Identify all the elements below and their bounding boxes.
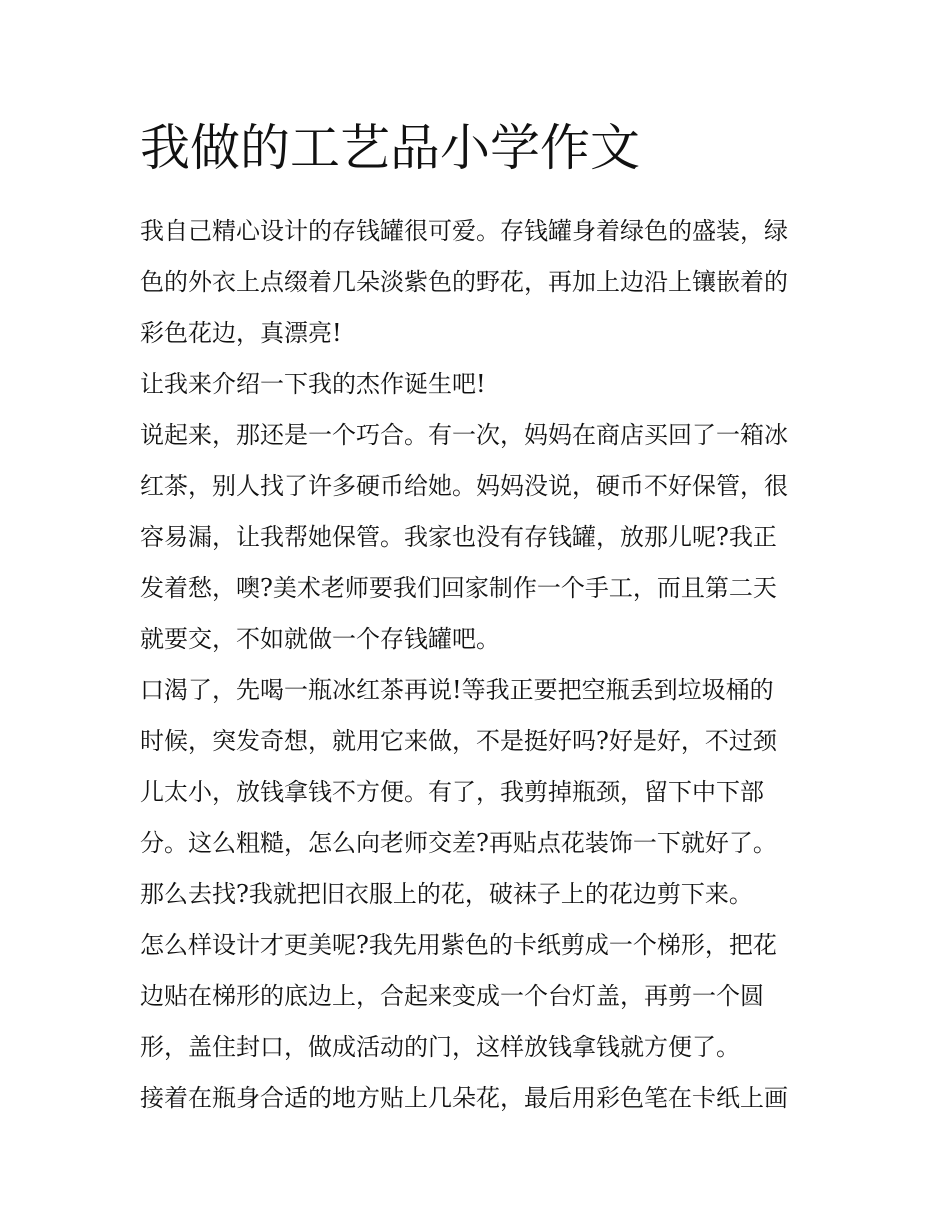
- text-line: 让我来介绍一下我的杰作诞生吧!: [140, 370, 486, 398]
- paragraph-4: [140, 665, 816, 920]
- text-line: 容易漏，让我帮她保管。我家也没有存钱罐，放那儿呢?我正: [140, 523, 777, 551]
- text-line: 彩色花边，真漂亮!: [140, 319, 342, 347]
- text-line: 就要交，不如就做一个存钱罐吧。: [140, 625, 500, 653]
- text-line: 说起来，那还是一个巧合。有一次，妈妈在商店买回了一箱冰: [140, 421, 788, 449]
- text-line: 发着愁，噢?美术老师要我们回家制作一个手工，而且第二天: [140, 574, 777, 602]
- text-line: 接着在瓶身合适的地方贴上几朵花，最后用彩色笔在卡纸上画: [140, 1084, 788, 1112]
- paragraph-6: [140, 1073, 816, 1124]
- paragraph-2: [140, 359, 816, 410]
- paragraph-1: [140, 206, 816, 359]
- text-line: 边贴在梯形的底边上，合起来变成一个台灯盖，再剪一个圆: [140, 982, 764, 1010]
- paragraph-5: [140, 920, 816, 1073]
- text-line: 时候，突发奇想，就用它来做，不是挺好吗?好是好，不过颈: [140, 727, 777, 755]
- text-line: 形，盖住封口，做成活动的门，这样放钱拿钱就方便了。: [140, 1033, 740, 1061]
- text-line: 色的外衣上点缀着几朵淡紫色的野花，再加上边沿上镶嵌着的: [140, 268, 788, 296]
- text-line: 红茶，别人找了许多硬币给她。妈妈没说，硬币不好保管，很: [140, 472, 788, 500]
- text-line: 那么去找?我就把旧衣服上的花，破袜子上的花边剪下来。: [140, 880, 753, 908]
- page-title: 我做的工艺品小学作文: [140, 119, 640, 177]
- text-line: 我自己精心设计的存钱罐很可爱。存钱罐身着绿色的盛装，绿: [140, 217, 788, 245]
- text-line: 口渴了，先喝一瓶冰红茶再说!等我正要把空瓶丢到垃圾桶的: [140, 676, 774, 704]
- text-line: 儿太小，放钱拿钱不方便。有了，我剪掉瓶颈，留下中下部: [140, 778, 764, 806]
- text-line: 分。这么粗糙，怎么向老师交差?再贴点花装饰一下就好了。: [140, 829, 777, 857]
- paragraph-3: [140, 410, 816, 665]
- document-page: [140, 112, 816, 1124]
- text-line: 怎么样设计才更美呢?我先用紫色的卡纸剪成一个梯形，把花: [140, 931, 777, 959]
